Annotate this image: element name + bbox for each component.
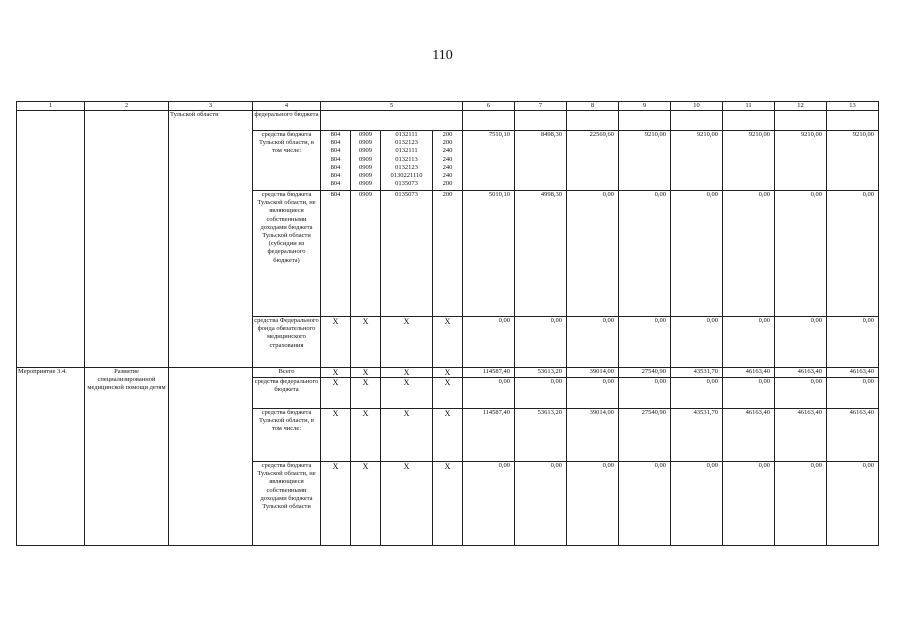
value-cell: 0,00	[619, 317, 671, 368]
funding-source: средства бюджета Тульской области, не являющиеся собственными доходами бюджета Тульской области (субсидии из федерального бюджета)	[253, 191, 321, 317]
code-line: 0909	[359, 139, 372, 147]
code-b: X	[351, 317, 381, 368]
code-d-list	[433, 191, 463, 317]
code-b: X	[351, 462, 381, 546]
code-line: 0909	[359, 180, 372, 188]
value-cell: 0,00	[723, 378, 775, 409]
code-line: 0909	[359, 155, 372, 163]
col-header: 8	[567, 102, 619, 111]
value-cell	[515, 111, 567, 131]
code-a: X	[321, 409, 351, 462]
value-cell: 5010,10	[463, 191, 515, 317]
col-header: 5	[321, 102, 463, 111]
cell-col1	[17, 111, 85, 368]
code-line: 804	[330, 163, 341, 171]
value-cell: 0,00	[827, 317, 879, 368]
code-d: X	[433, 378, 463, 409]
code-line: 240	[442, 155, 453, 163]
col-header: 11	[723, 102, 775, 111]
value-cell: 9210,00	[671, 131, 723, 191]
col-header: 9	[619, 102, 671, 111]
code-line: 804	[330, 191, 341, 198]
code-d: X	[433, 368, 463, 378]
value-cell: 0,00	[827, 462, 879, 546]
value-cell: 0,00	[515, 378, 567, 409]
funding-source: средства федерального бюджета	[253, 378, 321, 409]
code-b-list	[351, 191, 381, 317]
cell-col3: Тульской области	[169, 111, 253, 368]
col-header: 7	[515, 102, 567, 111]
code-line: 0909	[359, 172, 372, 180]
code-line: 804	[330, 172, 341, 180]
col-header: 12	[775, 102, 827, 111]
value-cell: 0,00	[463, 317, 515, 368]
code-d: X	[433, 462, 463, 546]
code-line: 240	[442, 172, 453, 180]
code-c: X	[381, 409, 433, 462]
code-line: 200	[442, 180, 453, 188]
value-cell: 53613,20	[515, 368, 567, 378]
value-cell: 0,00	[723, 191, 775, 317]
value-cell: 0,00	[775, 317, 827, 368]
value-cell: 53613,20	[515, 409, 567, 462]
code-d-list	[433, 131, 463, 191]
value-cell: 46163,40	[775, 368, 827, 378]
value-cell	[723, 111, 775, 131]
code-line: 200	[442, 131, 453, 138]
col-header: 1	[17, 102, 85, 111]
value-cell: 114587,40	[463, 409, 515, 462]
value-cell: 0,00	[723, 317, 775, 368]
code-line: 0132111	[395, 131, 418, 138]
code-a: X	[321, 462, 351, 546]
code-line: 240	[442, 147, 453, 155]
page-number: 110	[432, 48, 453, 63]
value-cell: 0,00	[515, 462, 567, 546]
value-cell: 46163,40	[723, 368, 775, 378]
value-cell: 9210,00	[775, 131, 827, 191]
code-a-list	[321, 191, 351, 317]
value-cell	[463, 111, 515, 131]
code-line: 0135073	[395, 191, 418, 198]
code-c: X	[381, 378, 433, 409]
value-cell: 0,00	[827, 191, 879, 317]
value-cell	[567, 111, 619, 131]
code-line: 240	[442, 163, 453, 171]
value-cell: 46163,40	[723, 409, 775, 462]
code-line: 804	[330, 147, 341, 155]
value-cell: 9210,00	[619, 131, 671, 191]
value-cell: 0,00	[775, 191, 827, 317]
funding-source: Всего	[253, 368, 321, 378]
funding-source: федерального бюджета	[253, 111, 321, 131]
value-cell: 39014,00	[567, 409, 619, 462]
value-cell: 0,00	[619, 191, 671, 317]
value-cell: 39014,00	[567, 368, 619, 378]
code-line: 804	[330, 180, 341, 188]
value-cell: 0,00	[619, 378, 671, 409]
code-a: X	[321, 368, 351, 378]
col-header: 13	[827, 102, 879, 111]
value-cell: 8498,30	[515, 131, 567, 191]
code-line: 0909	[359, 131, 372, 138]
value-cell: 0,00	[671, 317, 723, 368]
value-cell: 114587,40	[463, 368, 515, 378]
code-c-list	[381, 131, 433, 191]
col-header: 2	[85, 102, 169, 111]
code-b: X	[351, 378, 381, 409]
table-row	[17, 111, 879, 131]
value-cell: 0,00	[671, 462, 723, 546]
cell-col3	[169, 368, 253, 546]
value-cell: 0,00	[723, 462, 775, 546]
code-line: 200	[442, 139, 453, 147]
code-line: 0909	[359, 147, 372, 155]
code-line: 0132113	[395, 155, 418, 163]
code-line: 804	[330, 139, 341, 147]
code-b-list	[351, 131, 381, 191]
value-cell: 27540,90	[619, 368, 671, 378]
value-cell: 0,00	[463, 462, 515, 546]
code-c: X	[381, 368, 433, 378]
value-cell: 0,00	[567, 462, 619, 546]
measure-name: Развитие специализированной медицинской помощи детям	[85, 368, 169, 546]
code-line: 0132111	[395, 147, 418, 155]
code-line: 200	[442, 191, 453, 198]
code-c: X	[381, 317, 433, 368]
code-line: 0909	[359, 163, 372, 171]
funding-source: средства Федерального фонда обязательного медицинского страхования	[253, 317, 321, 368]
value-cell: 43531,70	[671, 368, 723, 378]
funding-source: средства бюджета Тульской области, не являющиеся собственными доходами бюджета Тульской области	[253, 462, 321, 546]
value-cell: 4998,30	[515, 191, 567, 317]
value-cell	[775, 111, 827, 131]
code-d: X	[433, 317, 463, 368]
code-a-list	[321, 131, 351, 191]
value-cell: 0,00	[775, 378, 827, 409]
code-a: X	[321, 317, 351, 368]
budget-table	[16, 101, 879, 546]
value-cell: 0,00	[567, 378, 619, 409]
value-cell: 7510,10	[463, 131, 515, 191]
code-cell	[321, 111, 463, 131]
funding-source: средства бюджета Тульской области, в том числе:	[253, 409, 321, 462]
code-d: X	[433, 409, 463, 462]
value-cell: 9210,00	[723, 131, 775, 191]
value-cell: 9210,00	[827, 131, 879, 191]
value-cell	[827, 111, 879, 131]
code-line: 0132123	[395, 163, 418, 171]
value-cell: 46163,40	[775, 409, 827, 462]
table-row	[17, 368, 879, 378]
code-line: 804	[330, 131, 341, 138]
col-header: 6	[463, 102, 515, 111]
value-cell: 0,00	[515, 317, 567, 368]
measure-number: Мероприятие 3.4.	[17, 368, 85, 546]
col-header: 10	[671, 102, 723, 111]
value-cell: 0,00	[671, 378, 723, 409]
code-b: X	[351, 368, 381, 378]
col-header: 4	[253, 102, 321, 111]
funding-source: средства бюджета Тульской области, в том числе:	[253, 131, 321, 191]
code-line: 0135073	[395, 180, 418, 188]
code-a: X	[321, 378, 351, 409]
code-line: 0130221110	[390, 172, 423, 180]
value-cell: 43531,70	[671, 409, 723, 462]
value-cell: 0,00	[619, 462, 671, 546]
code-line: 0909	[359, 191, 372, 198]
value-cell: 27540,90	[619, 409, 671, 462]
value-cell: 46163,40	[827, 409, 879, 462]
code-b: X	[351, 409, 381, 462]
value-cell	[619, 111, 671, 131]
header-row	[17, 102, 879, 111]
value-cell: 0,00	[567, 191, 619, 317]
value-cell: 0,00	[827, 378, 879, 409]
code-line: 804	[330, 155, 341, 163]
code-c-list	[381, 191, 433, 317]
value-cell: 22569,60	[567, 131, 619, 191]
value-cell: 46163,40	[827, 368, 879, 378]
value-cell: 0,00	[775, 462, 827, 546]
value-cell: 0,00	[567, 317, 619, 368]
value-cell: 0,00	[671, 191, 723, 317]
cell-col2	[85, 111, 169, 368]
value-cell	[671, 111, 723, 131]
col-header: 3	[169, 102, 253, 111]
value-cell: 0,00	[463, 378, 515, 409]
code-line: 0132123	[395, 139, 418, 147]
code-c: X	[381, 462, 433, 546]
